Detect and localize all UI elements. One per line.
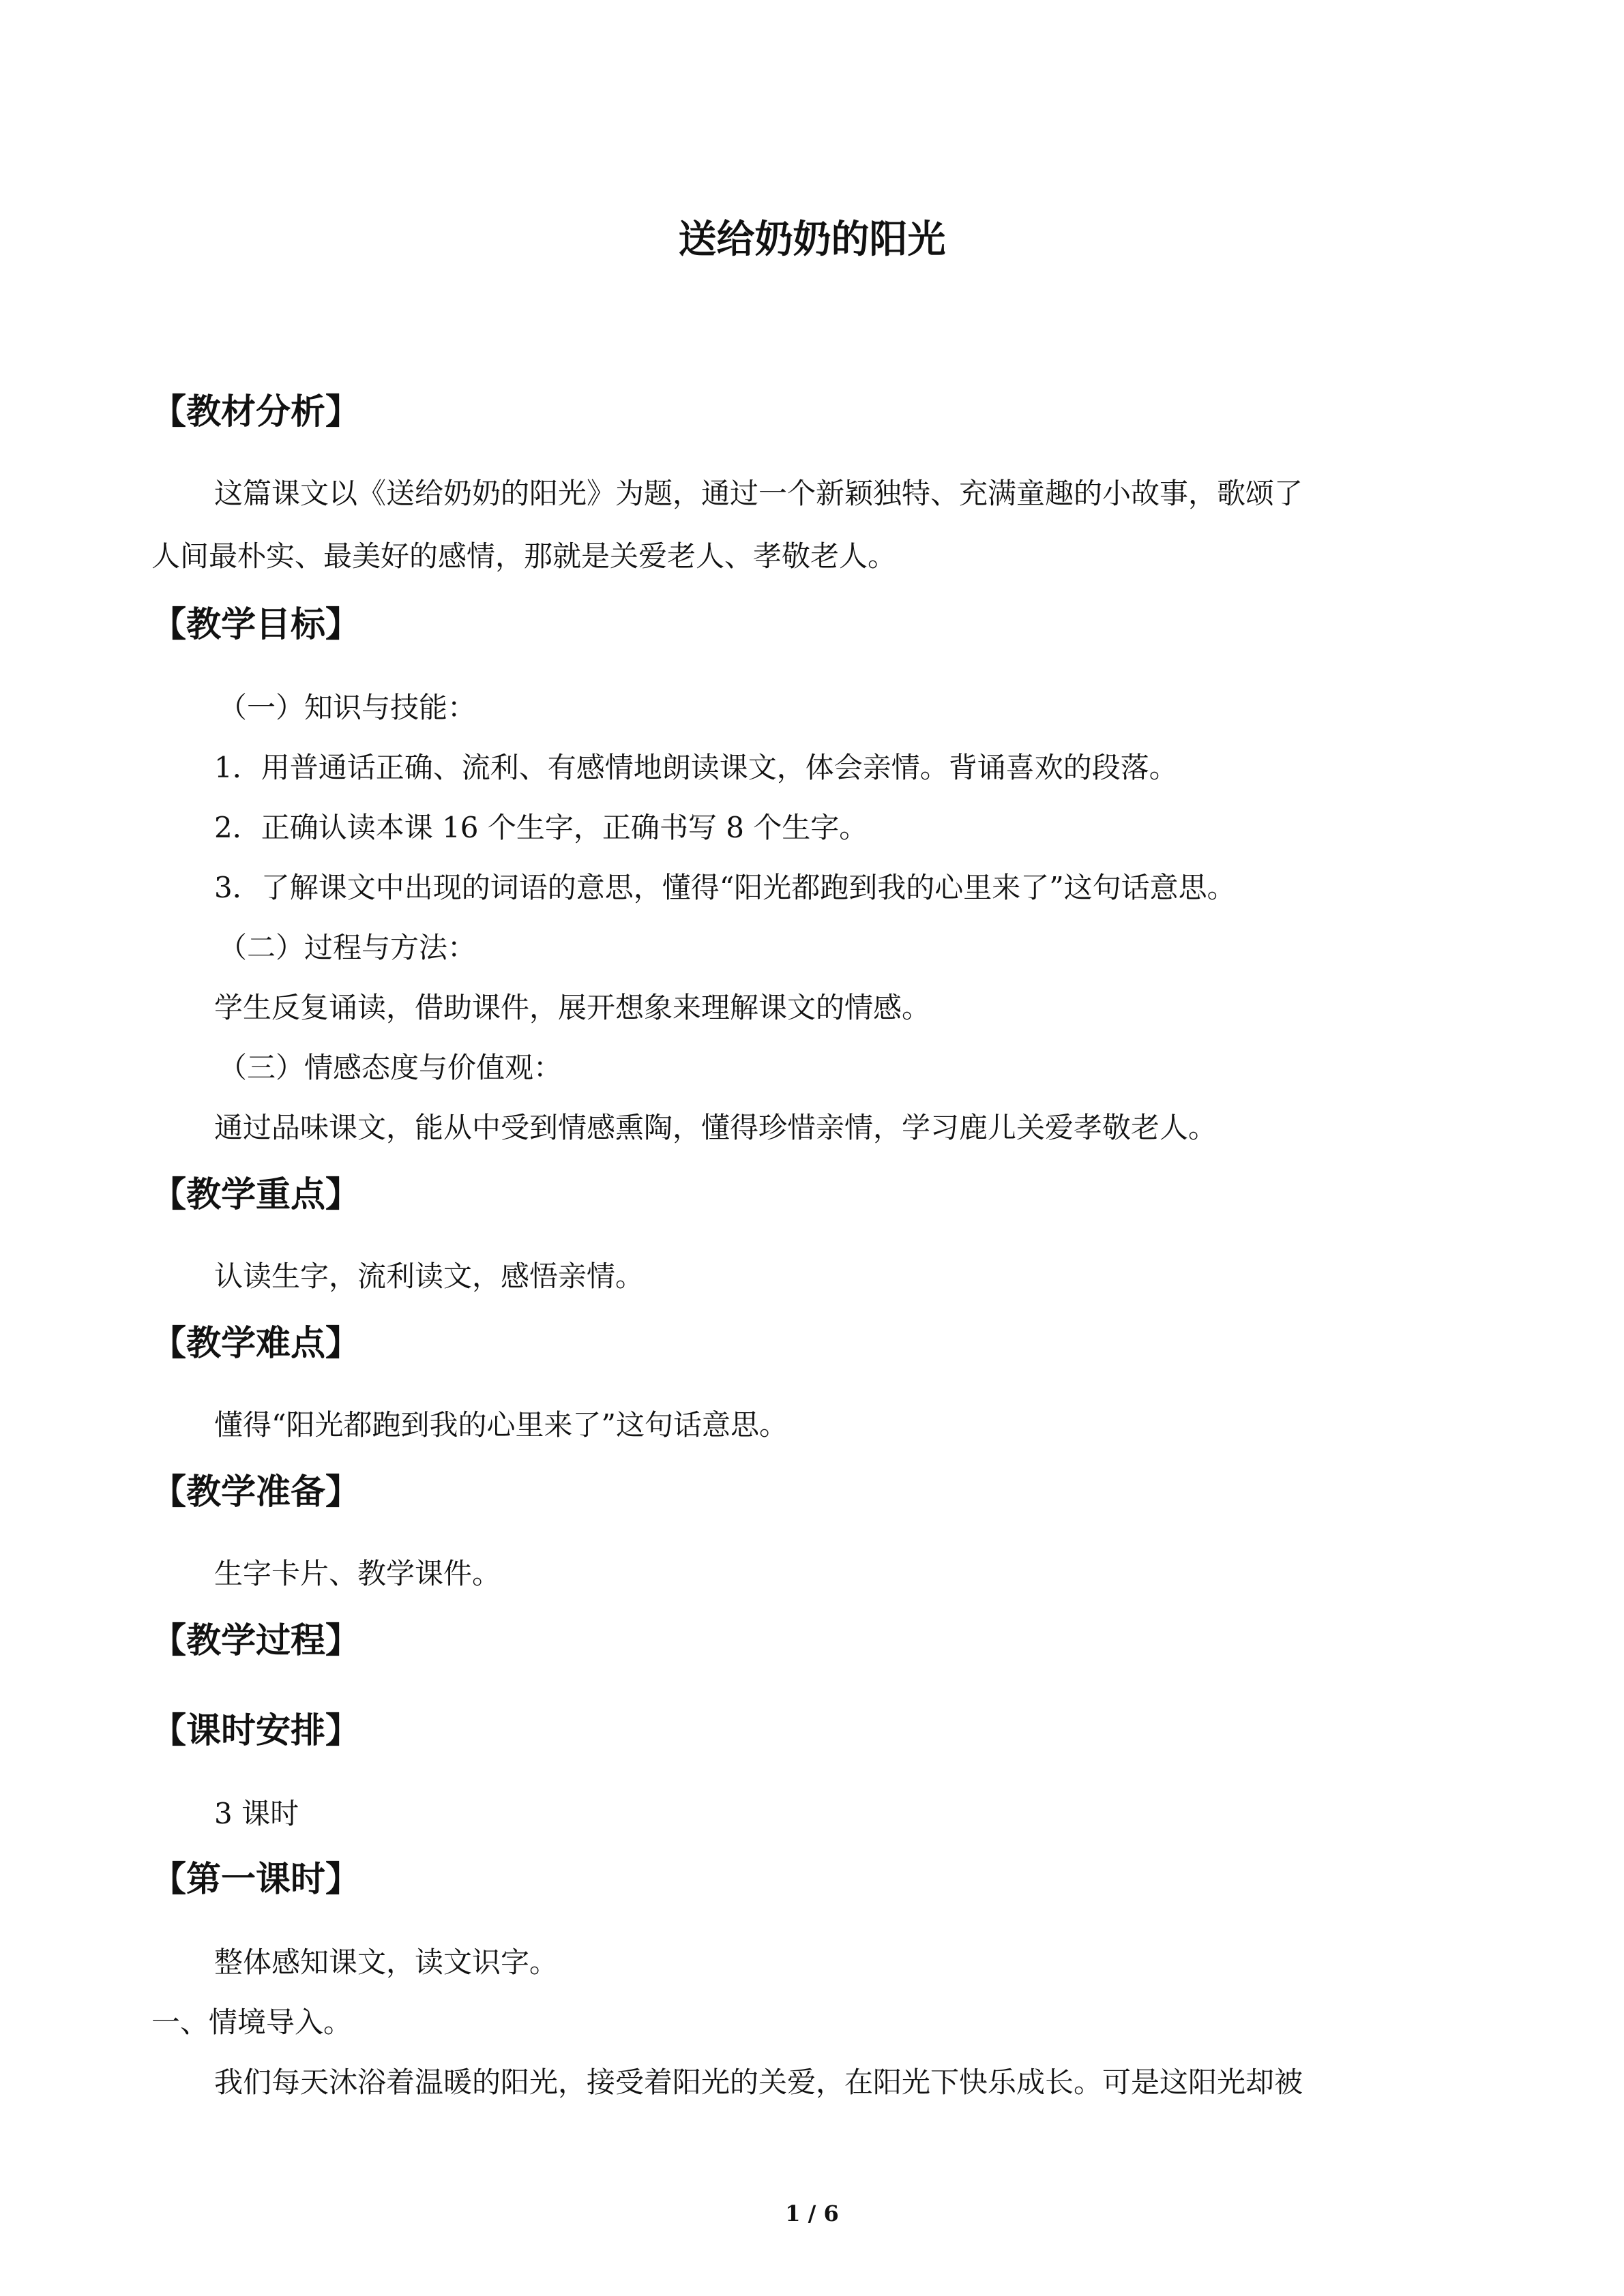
goals-attitude-text: 通过品味课文，能从中受到情感熏陶，懂得珍惜亲情，学习鹿儿关爱孝敬老人。 — [214, 1111, 1217, 1144]
heading-schedule: 【课时安排】 — [151, 1711, 361, 1751]
first-lesson-step-1: 一、情境导入。 — [151, 2006, 353, 2039]
heading-process: 【教学过程】 — [151, 1621, 361, 1661]
analysis-line-1: 这篇课文以《送给奶奶的阳光》为题，通过一个新颖独特、充满童趣的小故事，歌颂了 — [214, 477, 1303, 510]
schedule-text: 3 课时 — [214, 1797, 299, 1830]
heading-preparation: 【教学准备】 — [151, 1472, 361, 1512]
heading-first-lesson: 【第一课时】 — [151, 1860, 361, 1900]
heading-analysis: 【教材分析】 — [151, 392, 361, 432]
goals-item-2: 2．正确认读本课 16 个生字，正确书写 8 个生字。 — [214, 811, 868, 844]
first-lesson-step-1-text: 我们每天沐浴着温暖的阳光，接受着阳光的关爱，在阳光下快乐成长。可是这阳光却被 — [214, 2066, 1303, 2099]
first-lesson-summary: 整体感知课文，读文识字。 — [214, 1945, 559, 1979]
heading-goals: 【教学目标】 — [151, 605, 361, 645]
goals-subheading-process: （二）过程与方法： — [218, 931, 477, 964]
heading-difficulties: 【教学难点】 — [151, 1324, 361, 1364]
goals-item-3: 3．了解课文中出现的词语的意思，懂得“阳光都跑到我的心里来了”这句话意思。 — [214, 871, 1236, 904]
goals-subheading-knowledge: （一）知识与技能： — [218, 691, 477, 724]
goals-process-text: 学生反复诵读，借助课件，展开想象来理解课文的情感。 — [214, 991, 931, 1024]
goals-item-1: 1．用普通话正确、流利、有感情地朗读课文，体会亲情。背诵喜欢的段落。 — [214, 751, 1178, 784]
key-points-text: 认读生字，流利读文，感悟亲情。 — [214, 1259, 645, 1293]
analysis-line-2: 人间最朴实、最美好的感情，那就是关爱老人、孝敬老人。 — [151, 539, 897, 573]
heading-key-points: 【教学重点】 — [151, 1175, 361, 1215]
preparation-text: 生字卡片、教学课件。 — [214, 1557, 501, 1590]
page-number: 1 / 6 — [785, 2201, 839, 2226]
goals-subheading-attitude: （三）情感态度与价值观： — [218, 1051, 563, 1084]
difficulties-text: 懂得“阳光都跑到我的心里来了”这句话意思。 — [214, 1408, 788, 1442]
document-title: 送给奶奶的阳光 — [678, 218, 946, 262]
